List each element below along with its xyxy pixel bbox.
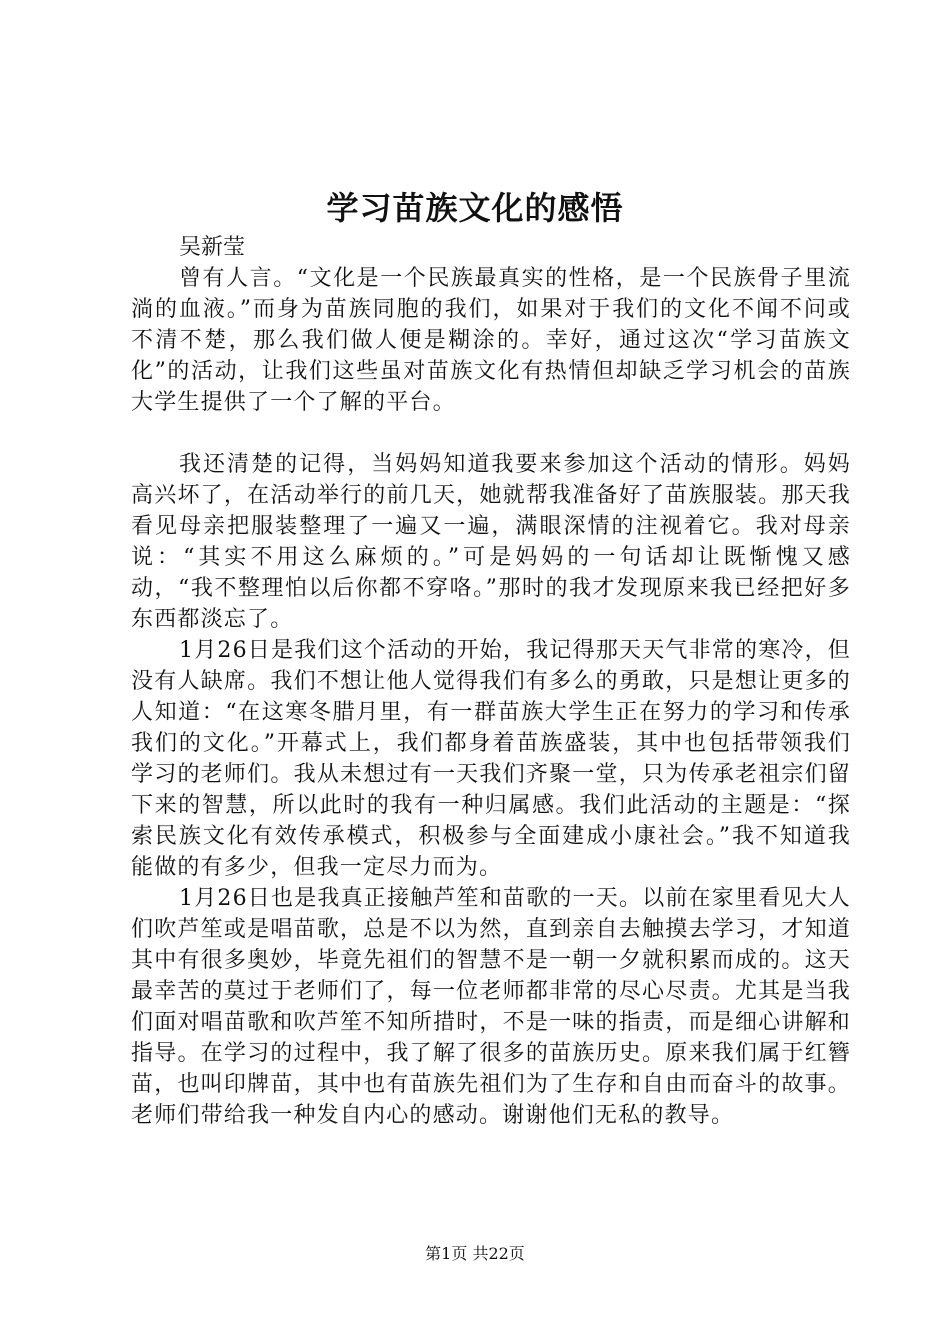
paragraph-2: 我还清楚的记得，当妈妈知道我要来参加这个活动的情形。妈妈高兴坏了，在活动举行的前几天，她就帮我准备好了苗族服装。那天我看见母亲把服装整理了一遍又一遍，满眼深情的注视着它。我对母亲说：“其实不用这么麻烦的。”可是妈妈的一句话却让既惭愧又感动，“我不整理怕以后你都不穿咯。”那时的我才发现原来我已经把好多东西都淡忘了。 — [131, 452, 851, 632]
document-title: 学习苗族文化的感悟 — [326, 189, 624, 227]
paragraph-3: 1月26日是我们这个活动的开始，我记得那天天气非常的寒冷，但没有人缺席。我们不想让他人觉得我们有多么的勇敢，只是想让更多的人知道：“在这寒冬腊月里，有一群苗族大学生正在努力的学习和传承我们的文化。”开幕式上，我们都身着苗族盛装，其中也包括带领我们学习的老师们。我从未想过有一天我们齐聚一堂，只为传承老祖宗们留下来的智慧，所以此时的我有一种归属感。我们此活动的主题是：“探索民族文化有效传承模式，积极参与全面建成小康社会。”我不知道我能做的有多少，但我一定尽力而为。 — [131, 638, 851, 880]
document-body — [131, 232, 851, 1131]
author-name: 吴新莹 — [179, 235, 246, 260]
page-footer: 第1页 共22页 — [425, 1244, 525, 1263]
paragraph-4: 1月26日也是我真正接触芦笙和苗歌的一天。以前在家里看见大人们吹芦笙或是唱苗歌，总是不以为然，直到亲自去触摸去学习，才知道其中有很多奥妙，毕竟先祖们的智慧不是一朝一夕就积累而成的。这天最幸苦的莫过于老师们了，每一位老师都非常的尽心尽责。尤其是当我们面对唱苗歌和吹芦笙不知所措时，不是一味的指责，而是细心讲解和指导。在学习的过程中，我了解了很多的苗族历史。原来我们属于红簪苗，也叫印牌苗，其中也有苗族先祖们为了生存和自由而奋斗的故事。老师们带给我一种发自内心的感动。谢谢他们无私的教导。 — [131, 886, 851, 1128]
paragraph-1: 曾有人言。“文化是一个民族最真实的性格，是一个民族骨子里流淌的血液。”而身为苗族同胞的我们，如果对于我们的文化不闻不问或不清不楚，那么我们做人便是糊涂的。幸好，通过这次“学习苗族文化”的活动，让我们这些虽对苗族文化有热情但却缺乏学习机会的苗族大学生提供了一个了解的平台。 — [131, 266, 851, 415]
